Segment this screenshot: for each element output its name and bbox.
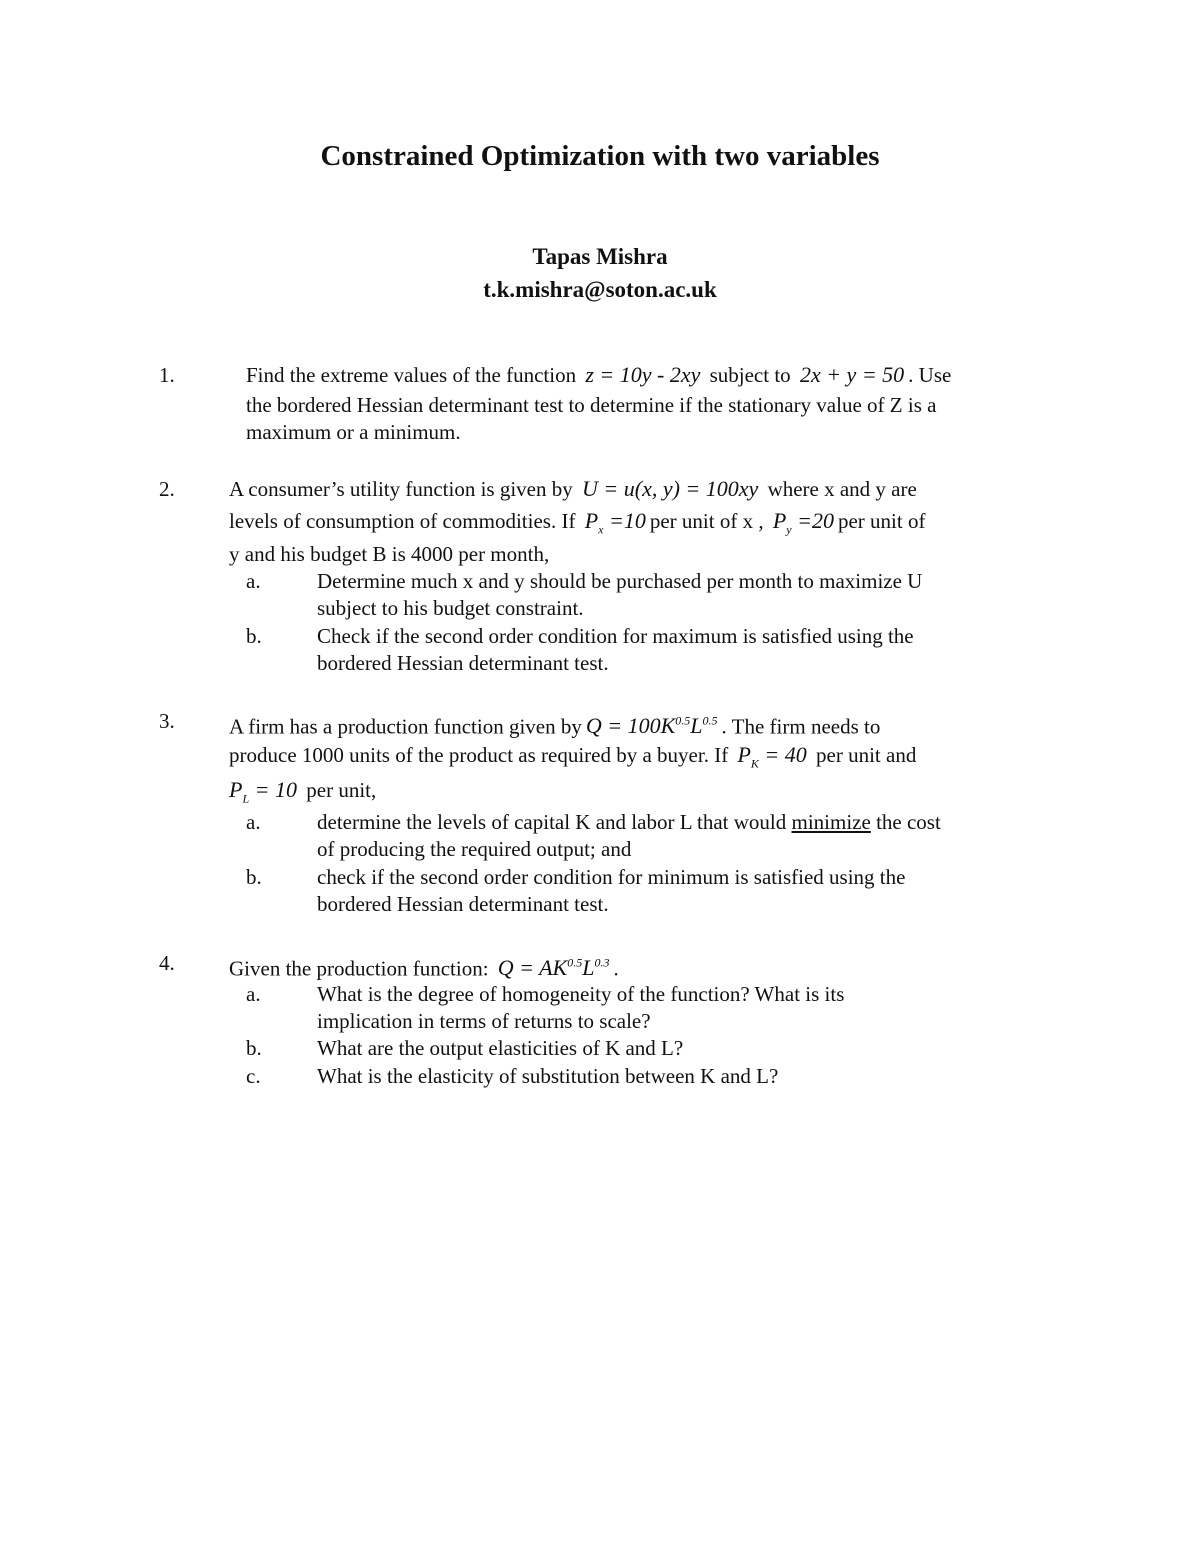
question-3a-line-2: of producing the required output; and (317, 837, 632, 861)
question-4-text: Given the production function: (229, 956, 489, 981)
price-y-value: =20 (797, 508, 834, 533)
question-3-production-function (586, 713, 718, 738)
labor-exponent: 0.3 (594, 956, 610, 970)
question-2-utility-function: U = u(x, y) = 100xy (582, 476, 759, 501)
question-1-constraint: 2x + y = 50 (799, 362, 905, 387)
question-3b-line-1: check if the second order condition for minimum is satisfied using the (317, 865, 906, 889)
question-2-text: levels of consumption of commodities. If (229, 509, 576, 533)
price-x-value: =10 (608, 508, 646, 533)
question-2-number: 2. (159, 477, 175, 501)
document-title: Constrained Optimization with two variables (320, 140, 880, 172)
question-4a-line-2: implication in terms of returns to scale? (317, 1009, 651, 1033)
question-2b-line-1: Check if the second order condition for maximum is satisfied using the (317, 624, 914, 648)
question-2-line-1 (229, 476, 917, 502)
question-3a-label: a. (246, 810, 261, 834)
question-4-text: . (613, 956, 619, 981)
question-4-production-function (498, 955, 610, 980)
author-name: Tapas Mishra (532, 244, 668, 269)
price-k: $P_K = 40$ (737, 742, 807, 771)
question-3-text: A firm has a production function given by (229, 714, 582, 739)
question-3-text: per unit and (816, 743, 917, 767)
price-k-value: = 40 (764, 742, 807, 767)
question-2b-line-2: bordered Hessian determinant test. (317, 651, 609, 675)
question-2b-label: b. (246, 624, 262, 648)
question-3b-line-2: bordered Hessian determinant test. (317, 892, 609, 916)
labor-exponent: 0.5 (702, 714, 718, 728)
production-function-base: Q = 100K (585, 713, 676, 739)
question-4b-label: b. (246, 1036, 262, 1060)
question-1-text: . Use (908, 363, 952, 387)
price-l: $P_L = 10$ (229, 777, 297, 806)
question-1-line-1 (246, 362, 951, 388)
question-1-text: Find the extreme values of the function (246, 363, 577, 387)
question-3-text: produce 1000 units of the product as required by a buyer. If (229, 743, 729, 767)
question-2-text: per unit of (837, 509, 926, 533)
question-3a-text: determine the levels of capital K and labor L that would (317, 810, 787, 834)
question-2-line-2 (229, 508, 925, 542)
labor-symbol: L (690, 713, 703, 739)
question-2a-line-2: subject to his budget constraint. (317, 596, 584, 620)
question-3-text: . The firm needs to (721, 714, 881, 739)
question-3-line-2 (229, 742, 916, 776)
question-1-number: 1. (159, 363, 175, 387)
question-3-line-1 (229, 708, 880, 739)
question-4-number: 4. (159, 951, 175, 975)
question-1-line-3: maximum or a minimum. (246, 420, 461, 444)
question-4a-label: a. (246, 982, 261, 1006)
question-4c-label: c. (246, 1064, 261, 1088)
question-3-line-3 (229, 777, 376, 811)
question-1-function: z = 10y - 2xy (585, 362, 701, 387)
capital-exponent: 0.5 (675, 714, 691, 728)
production-function-base: Q = AK (497, 955, 568, 981)
question-4c-line-1: What is the elasticity of substitution between K and L? (317, 1064, 779, 1088)
question-3a-line-1 (317, 809, 941, 835)
question-2-text: where x and y are (767, 477, 917, 501)
price-l-value: = 10 (254, 777, 297, 802)
question-3-text: per unit, (306, 778, 377, 802)
labor-symbol: L (582, 955, 595, 981)
question-4a-line-1: What is the degree of homogeneity of the function? What is its (317, 982, 845, 1006)
question-1-text: subject to (709, 363, 791, 387)
question-1-line-2: the bordered Hessian determinant test to determine if the stationary value of Z is a (246, 393, 937, 417)
price-x: $P_x =10$ (584, 508, 646, 537)
question-2a-label: a. (246, 569, 261, 593)
capital-exponent: 0.5 (567, 956, 583, 970)
price-y: $P_y =20$ (772, 508, 834, 537)
question-3b-label: b. (246, 865, 262, 889)
question-3-number: 3. (159, 709, 175, 733)
question-2-line-3: y and his budget B is 4000 per month, (229, 542, 550, 566)
question-4-line-1 (229, 950, 619, 981)
question-3a-text: the cost (876, 810, 941, 834)
minimize-underlined: minimize (791, 810, 871, 834)
author-email[interactable]: t.k.mishra@soton.ac.uk (483, 277, 717, 302)
question-2-text: A consumer’s utility function is given by (229, 477, 573, 501)
question-2a-line-1: Determine much x and y should be purchased per month to maximize U (317, 569, 923, 593)
question-4b-line-1: What are the output elasticities of K and L? (317, 1036, 684, 1060)
question-2-text: per unit of x , (649, 509, 764, 533)
